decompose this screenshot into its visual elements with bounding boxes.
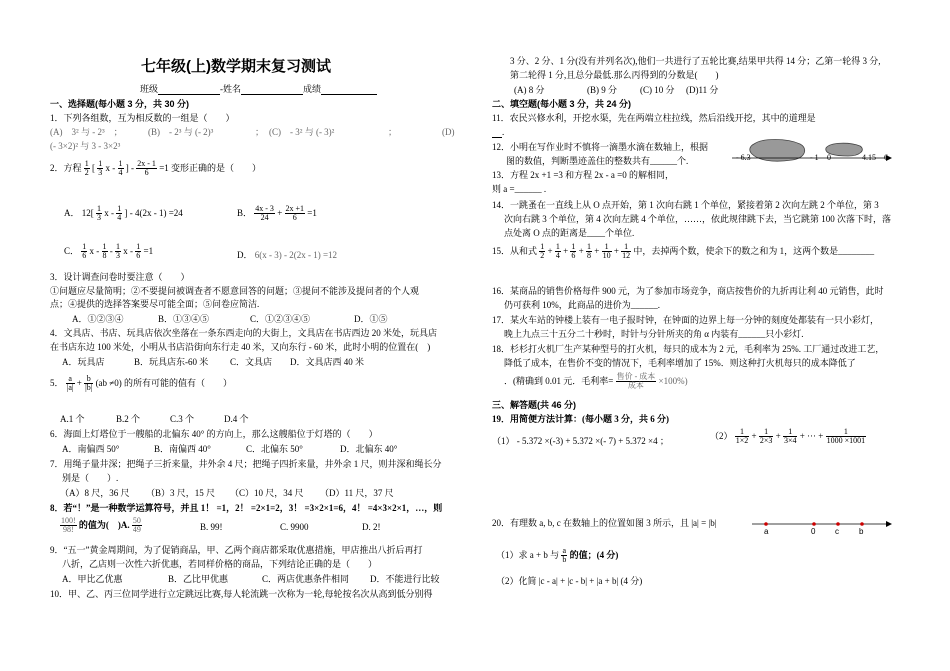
q1-option-d: (D) <box>442 127 455 137</box>
q10-option-c: (C) 10 分 <box>640 85 675 95</box>
frac <box>96 205 102 223</box>
post: =1 <box>307 207 317 218</box>
q2-frac3 <box>118 160 124 178</box>
den: 6 <box>136 251 141 261</box>
frac <box>102 243 108 261</box>
nl-label-5: 6 <box>884 153 888 162</box>
q4-option-d: D．文具店西 40 米 <box>290 357 364 367</box>
den: 6 <box>292 213 297 223</box>
q19-frac-last <box>826 428 867 446</box>
q5-prefix: 5． <box>50 377 64 388</box>
label: D． <box>237 250 253 260</box>
q5-option-c: C.3 个 <box>170 414 195 424</box>
q15-frac <box>602 243 612 261</box>
nl-label-2: - 1 <box>810 153 819 162</box>
q19-frac <box>735 428 750 446</box>
q3-option-b: B．①③④⑤ <box>158 314 210 324</box>
q18-post: ×100%) <box>658 375 688 386</box>
frac <box>254 205 275 223</box>
q1-option-c: (C) - 3² 与 (- 3)² <box>269 127 335 137</box>
q19-part1: （1） - 5.372 ×(-3) + 5.372 ×(- 7) + 5.372 ×4 ； <box>492 436 669 446</box>
q7-option-a: （A）8 尺，36 尺 <box>60 488 130 498</box>
q17-line2: 晚上九点三十五分二十秒时，时针与分针所夹的角 α 内装有______只小彩灯. <box>504 329 804 339</box>
q5-suffix: (ab ≠0) 的所有可能的值有（ ） <box>95 377 232 388</box>
q20-part2: （2）化简 |c - a| + |c - b| + |a + b| (4 分) <box>496 576 643 586</box>
score-blank[interactable] <box>321 85 377 95</box>
q18-line1: 18．杉杉打火机厂生产某种型号的打火机，每只的成本为 2 元，毛利率为 25%. 工厂通过改进工艺， <box>492 344 885 354</box>
q18-pre: ．(精确到 0.01 元．毛利率= <box>504 375 614 386</box>
q8-option-a-frac <box>132 517 142 535</box>
class-label: 班级 <box>140 84 159 94</box>
q4-option-a: A．玩具店 <box>62 357 105 367</box>
den: 4 <box>555 251 560 261</box>
q6-option-d: D．北偏东 40° <box>340 444 398 454</box>
nl-label-3: 0 <box>827 153 831 162</box>
num: 1 <box>602 243 612 252</box>
q10-line2: 3 分、2 分、1 分(没有并列名次),他们一共进行了五轮比赛,结果甲共得 14 分；乙第一轮得 3 分, <box>510 56 881 66</box>
q10-option-b: (B) 9 分 <box>587 85 617 95</box>
num: 1 <box>97 204 101 213</box>
q10-line1: 10．甲、乙、丙三位同学进行立定跳远比赛,每人轮流跳一次称为一轮,每轮按名次从高到低分别得 <box>50 589 433 599</box>
num: 1 <box>136 242 141 251</box>
q20-1-prefix: （1）求 a + b 与 <box>496 549 560 560</box>
q10-option-d: (D)11 分 <box>686 85 719 95</box>
q9-line2: 八折，乙店则一次性六折优惠，若同样价格的商品，下列结论正确的是（ ） <box>62 559 378 569</box>
q19-dots: + ··· + <box>799 430 824 441</box>
q5-option-b: B.2 个 <box>116 414 141 424</box>
frac <box>81 243 87 261</box>
num: 1 <box>118 159 123 168</box>
q2-option-d <box>237 250 337 261</box>
q15-frac <box>539 243 545 261</box>
den: 10 <box>602 251 611 261</box>
den: 6 <box>571 251 576 261</box>
q20-text: 20．有理数 a, b, c 在数轴上的位置如图 3 所示，且 |a| = |b| <box>492 518 717 528</box>
q3-text: 3．设计调查问卷时要注意（ ） <box>50 272 190 282</box>
q5-option-d: D.4 个 <box>224 414 249 424</box>
q13-line1: 13．方程 2x +1 =3 和方程 2x - a =0 的解相同， <box>492 170 674 180</box>
q6-option-a: A．南偏西 50° <box>62 444 120 454</box>
point-a <box>764 522 768 526</box>
den: 12 <box>622 251 631 261</box>
den: 3 <box>116 251 121 261</box>
q2-bracket: [ <box>92 162 96 173</box>
den: 6 <box>144 168 149 178</box>
q15-frac <box>570 243 576 261</box>
num: 1 <box>571 242 576 251</box>
num: 1 <box>116 242 121 251</box>
q7-line1: 7．用绳子量井深；把绳子三折来量，井外余 4 尺；把绳子四折来量，井外余 1 尺，则井深和绳长分 <box>50 459 442 469</box>
point-b <box>860 522 864 526</box>
num: 2x +1 <box>285 204 305 213</box>
q2-option-b <box>237 205 317 223</box>
post: ] - 4(2x - 1) =24 <box>124 207 183 218</box>
den: 8 <box>102 251 107 261</box>
q15-frac <box>586 243 592 261</box>
num: 100! <box>61 516 76 525</box>
label-a: a <box>764 527 769 536</box>
q20-frac <box>561 547 567 565</box>
q15-frac <box>621 243 631 261</box>
q20-part1 <box>496 547 618 565</box>
ink-blot-right <box>826 143 863 156</box>
q5-plus: + <box>76 377 82 388</box>
q4-option-b: B．玩具店东-60 米 <box>134 357 209 367</box>
q14-line3: 点处离 O 点的距离是____个单位. <box>504 228 635 238</box>
mid: + <box>277 207 283 218</box>
den: b <box>562 555 567 565</box>
q8-option-c: C. 9900 <box>280 522 309 532</box>
q3-line1: ①问题应尽量简明；②不要提问被调查者不愿意回答的问题；③提问不能涉及提问者的个人观 <box>50 286 420 296</box>
q1-text: 1．下列各组数，互为相反数的一组是（ ） <box>50 113 235 123</box>
num: 4x - 3 <box>255 204 274 213</box>
q12-line1: 12．小明在写作业时不慎将一滴墨水滴在数轴上，根据 <box>492 142 709 152</box>
q8-line1: 8．若“！”是一种数学运算符号，并且 1！ =1，2！ =2×1=2，3！ =3×2×1=6，4！ =4×3×2×1，…，则 <box>50 503 443 513</box>
q8-line2 <box>60 517 142 535</box>
num: 售价 - 成本 <box>616 372 656 381</box>
q17-line1: 17．某火车站的钟楼上装有一电子报时钟，在钟面的边界上每一分钟的刻度处都装有一只小彩灯， <box>492 315 880 325</box>
q1-sep: ； <box>255 127 265 137</box>
den: 2 <box>84 168 89 178</box>
q19-text: 19．用简便方法计算：(每小题 3 分，共 6 分) <box>492 414 669 424</box>
q20-number-line <box>752 516 892 542</box>
num: 1 <box>735 428 750 437</box>
q18-line2: 降低了成本，在售价不变的情况下，毛利率增加了 15%．则这种打火机每只的成本降低了 <box>504 358 856 368</box>
q2-option-c <box>64 243 153 261</box>
post: =1 <box>143 245 154 256</box>
q11-answer-blank[interactable]: . <box>492 127 504 138</box>
den: 2 <box>540 251 545 261</box>
q5-option-a: A.1 个 <box>60 414 85 424</box>
q1-option-a: (A) 3² 与 - 2³ ； <box>50 127 123 137</box>
q2-frac2 <box>97 160 103 178</box>
q6-text: 6．海面上灯塔位于一艘船的北偏东 40° 的方向上，那么这艘船位于灯塔的（ ） <box>50 429 378 439</box>
mid: x - <box>89 245 100 256</box>
q1-option-d-expr: (- 3×2)² 与 3 - 3×2³ <box>50 141 121 151</box>
label-c: c <box>835 527 839 536</box>
q2-x: x - <box>105 162 116 173</box>
den: 成本 <box>627 381 644 391</box>
q18-frac <box>616 373 657 391</box>
den: 2×3 <box>759 436 773 446</box>
frac <box>116 205 122 223</box>
num: a <box>562 546 567 555</box>
num: 1 <box>759 428 774 437</box>
info-line: 班级 -姓名 成绩 <box>140 84 377 95</box>
q9-option-d: D．不能进行比较 <box>370 574 440 584</box>
num: 1 <box>98 159 103 168</box>
den: 49 <box>132 525 141 535</box>
name-label: 姓名 <box>223 84 242 94</box>
num: 1 <box>84 159 89 168</box>
q10-line3: 第二轮得 1 分,且总分最低.那么丙得到的分数是( ) <box>510 70 719 80</box>
mid: x - <box>123 245 134 256</box>
num: 1 <box>783 428 798 437</box>
q19-frac <box>783 428 798 446</box>
q4-line1: 4．文具店、书店、玩具店依次坐落在一条东西走向的大街上，文具店在书店西边 20 米处，玩具店 <box>50 328 438 338</box>
q19-part2: （2） $\frac{1}{1\times 2}$ + $\frac{1}{2\times 3}$ + $\frac{1}{3\times 4}$ + ··· + $\frac{1}{1000 \times 1001}$ <box>710 427 866 446</box>
q7-option-b: （B）3 尺，15 尺 <box>146 488 216 498</box>
q5-frac2 <box>84 375 93 393</box>
den: 3 <box>97 213 101 223</box>
expr: 6(x - 3) - 2(2x - 1) =12 <box>254 250 338 260</box>
section-1-heading: 一、选择题(每小题 3 分，共 30 分) <box>50 99 190 109</box>
q4-option-c: C．文具店 <box>230 357 273 367</box>
mid: - <box>109 245 113 256</box>
den: 6 <box>82 251 87 261</box>
den: 3×4 <box>783 436 797 446</box>
num: 1 <box>555 242 560 251</box>
frac <box>115 243 121 261</box>
q8-frac <box>60 517 77 535</box>
num: 50 <box>132 516 141 525</box>
num: 2x - 1 <box>137 159 156 168</box>
q14-line1: 14．一跳蚤在一直线上从 O 点开始，第 1 次向右跳 1 个单位，紧接着第 2 次向左跳 2 个单位，第 3 <box>492 200 879 210</box>
q3-option-c: C．①②③④⑤ <box>250 314 311 324</box>
q2-close: ] - <box>125 162 135 173</box>
num: 1 <box>826 428 867 437</box>
q2-prefix: 2．方程 <box>50 162 82 173</box>
q8-post: 的值为( )A. <box>78 519 130 530</box>
num: 1 <box>587 242 591 251</box>
section-3-heading: 三、解答题(共 46 分) <box>492 400 577 410</box>
den: 4 <box>117 213 122 223</box>
point-zero <box>812 522 816 526</box>
q9-line1: 9．“五一”黄金周期间，为了促销商品，甲、乙两个商店都采取优惠措施，甲店推出八折后再打 <box>50 545 423 555</box>
q3-line2: 点；④提供的选择答案要尽可能全面；⑤问卷应简洁. <box>50 299 260 309</box>
q10-option-a: (A) 8 分 <box>514 85 545 95</box>
label-zero: 0 <box>811 527 816 536</box>
den: 24 <box>260 213 269 223</box>
q7-line2: 别是（ ）. <box>62 473 119 483</box>
section-2-heading: 二、填空题(每小题 3 分，共 24 分) <box>492 99 632 109</box>
q15-frac <box>555 243 561 261</box>
mid: x - <box>104 207 114 218</box>
q12-number-line <box>732 136 892 168</box>
num: a <box>66 375 75 384</box>
q2-frac4 <box>136 160 157 178</box>
frac <box>285 205 306 223</box>
num: 1 <box>102 242 107 251</box>
num: 1 <box>540 242 545 251</box>
q19-2-prefix: （2） <box>710 430 733 441</box>
q7-option-c: （C）10 尺，34 尺 <box>230 488 304 498</box>
label-b: b <box>859 527 864 536</box>
page-title: 七年级(上)数学期末复习测试 <box>141 58 331 75</box>
q15-prefix: 15．从和式 <box>492 245 538 256</box>
num: 1 <box>621 243 631 252</box>
q3-option-d: D．①⑤ <box>354 314 388 324</box>
arrow-head-icon <box>886 521 892 527</box>
q18-line3 <box>504 373 688 391</box>
q9-option-b: B．乙比甲优惠 <box>168 574 229 584</box>
q6-option-b: B．南偏西 40° <box>154 444 211 454</box>
den: 8 <box>587 251 591 261</box>
frac <box>135 243 141 261</box>
q19-frac <box>759 428 774 446</box>
den: |b| <box>85 383 93 393</box>
q16-line2: 仍可获利 10%，此商品的进价为______. <box>504 300 660 310</box>
q20-1-suffix: 的值；(4 分) <box>569 549 619 560</box>
q2-option-a <box>64 205 183 223</box>
label: B． <box>237 207 253 218</box>
den: 98! <box>63 525 74 535</box>
q9-option-a: A．甲比乙优惠 <box>62 574 123 584</box>
q15-suffix: 中，去掉两个数，使余下的数之和为 1，这两个数是________ <box>633 245 875 256</box>
q14-line2: 次向右跳 3 个单位，第 4 次向左跳 4 个单位，……，依此规律跳下去，当它跳第 100 次落下时，落 <box>504 214 892 224</box>
q13-line2: 则 a =______ . <box>492 184 547 194</box>
q8-option-d: D. 2! <box>362 522 381 532</box>
den: 4 <box>118 168 123 178</box>
q7-option-d: （D）11 尺，37 尺 <box>320 488 394 498</box>
q6-option-c: C．北偏东 50° <box>246 444 303 454</box>
q2-frac1 <box>84 160 90 178</box>
expr: 12[ <box>81 207 94 218</box>
q11-text: 11．农民兴修水利，开挖水渠，先在两端立柱拉线，然后沿线开挖，其中的道理是 <box>492 113 816 123</box>
q12-line2: 图的数值，判断墨迹盖住的整数共有______个. <box>506 156 689 166</box>
den: 1×2 <box>735 436 749 446</box>
class-blank[interactable] <box>158 85 220 95</box>
q5-text <box>50 375 232 393</box>
den: 3 <box>98 168 103 178</box>
q15-text: 15．从和式 $\frac{1}{2}$ + $\frac{1}{4}$ + $\frac{1}{6}$ + $\frac{1}{8}$ + $\frac{1}{10}$ + $\frac{1}{12}$ 中，去掉两个数，使余下的数之和为 1，这两个数是________ <box>492 242 875 261</box>
q2-suffix: =1 变形正确的是（ ） <box>159 162 262 173</box>
q5-frac1 <box>66 375 75 393</box>
q1-sep2: ； <box>388 127 398 137</box>
q4-line2: 在书店东边 100 米处，小明从书店沿街向东行走 40 米，又向东行 - 60 米，此时小明的位置在( ) <box>50 342 431 352</box>
q16-line1: 16．某商品的销售价格每件 900 元，为了参加市场竞争，商店按售价的九折再让利 40 元销售，此时 <box>492 286 884 296</box>
q1-option-b: (B) - 2³ 与 (- 2)³ <box>148 127 214 137</box>
nl-label-1: - 6.3 <box>736 153 751 162</box>
q9-option-c: C．两店优惠条件相同 <box>262 574 350 584</box>
q3-option-a: A．①②③④ <box>72 314 124 324</box>
name-blank[interactable] <box>241 85 303 95</box>
den: 1000 ×1001 <box>826 436 866 446</box>
label: C． <box>64 245 80 256</box>
q8-option-b: B. 99! <box>200 522 223 532</box>
score-label: 成绩 <box>303 84 322 94</box>
q2-text <box>50 160 261 178</box>
label: A． <box>64 207 80 218</box>
point-c <box>836 522 840 526</box>
den: |a| <box>66 383 74 393</box>
num: 1 <box>117 204 122 213</box>
num: 1 <box>82 242 87 251</box>
num: b <box>84 375 93 384</box>
nl-label-4: 4.15 <box>862 153 876 162</box>
